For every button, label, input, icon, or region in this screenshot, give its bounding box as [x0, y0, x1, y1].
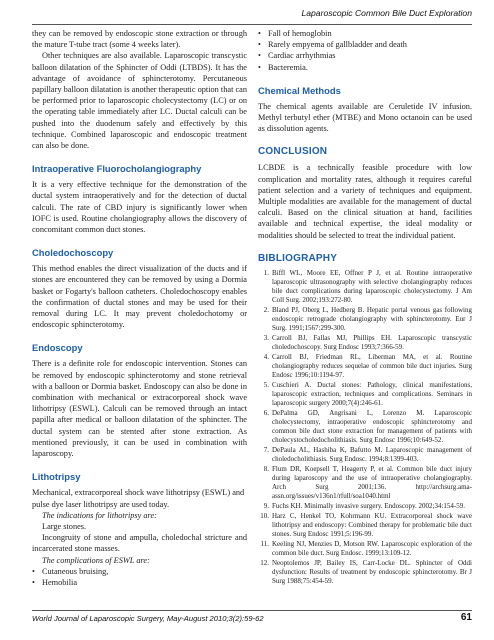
list-item: • Bacteremia.	[258, 62, 308, 72]
left-column	[32, 28, 247, 588]
reference-item: 3. Carroll BJ, Fallas MJ, Phillips EH. Laparoscopic transcystic choledochoscopy. Surg Endosc 1993;7:366-59.	[263, 333, 472, 351]
intro-paragraph-1: they can be removed by endoscopic stone extraction or through the mature T-tube tract (some 4 weeks later).	[32, 29, 247, 50]
heading-bibliography: BIBLIOGRAPHY	[258, 252, 338, 264]
reference-item: 10. Harz C, Henkel TO, Kohrmann KU. Extracorporeal shock wave lithotripsy and endoscopy: Combined therapy for problematic bile duct stones. Surg Endosc 1991;5:196-99.	[260, 511, 472, 538]
lithotripsy-paragraph: Mechanical, extracorporeal shock wave lithotripsy (ESWL) and pulse dye laser lithotripsy are used today.	[32, 488, 245, 509]
reference-item: 4. Carroll BJ, Friedman RL, Liberman MA, et al. Routine cholangiography reduces sequelae of common bile duct injuries. Surg Endosc 1996;10:1194-97.	[263, 352, 472, 379]
complications-list-right	[258, 28, 472, 73]
journal-citation: World Journal of Laparoscopic Surgery, May-August 2010;3(2):59-62	[32, 614, 264, 623]
reference-item: 2. Bland PJ, Oberg L, Hedberg B. Hepatic portal venous gas following endoscopic retrograde cholangiography with sphincterotomy. Eur J Surg. 1991;1567:299-300.	[263, 305, 472, 332]
right-column	[258, 28, 472, 587]
ioc-paragraph: It is a very effective technique for the demonstration of the ductal system intraoperatively and for the detection of ductal calculi. The rate of CBD injury is significantly lower when IOFC is used. Routine cholangiography allows the discovery of concomitant common duct stones.	[32, 180, 247, 235]
endoscopy-paragraph: There is a definite role for endoscopic intervention. Stones can be removed by endoscopic sphincterotomy and stone retrieval with a balloon or Dormia basket. Endoscopy can also be done in combination with mechanical or extracorporeal shock wave lithotripsy (ESWL). Calculi can be removed through an intact papilla after medical or balloon dilatation of the sphincter. The ductal system can be stented after stone extraction. As mentioned previously, it can be used in combination with laparoscopy.	[32, 359, 247, 459]
reference-item: 12. Neoptolemos JP, Bailey IS, Carr-Locke DL. Sphincter of Oddi dysfunction: Results of treatment by endoscopic sphincterotomy. Br J Surg 1988;75:454-59.	[260, 558, 472, 585]
reference-item: 9. Fuchs KH. Minimally invasive surgery. Endoscopy. 2002;34:154-59.	[263, 501, 466, 510]
list-item: • Cardiac arrhythmias	[258, 51, 336, 61]
intro-paragraph-2: Other techniques are also available. Laparoscopic transcystic balloon dilatation of the Sphincter of Oddi (LTBDS). It has the advantage of avoidance of sphincterotomy. Percutaneous papillary balloon dilatation is another therapeutic option that can be performed prior to laparoscopic cholecystectomy (LC) or on the operating table immediately after LC. Ductal calculi can be pushed into the duodenum safely and effectively by this technique. Combined laparoscopic and endoscopic treatment can also be done.	[32, 51, 247, 151]
reference-item: 6. DePalma GD, Angrisani L, Lorenzo M. Laparoscopic cholecystectomy, intraoperative endoscopic sphincterotomy and common bile duct stone extraction for management of patients with cholecystocholedocholithiasis. Surg Endosc 1996;10:649-52.	[263, 408, 472, 444]
indication-2: Incongruity of stone and ampulla, choledochal stricture and incarcerated stone masses.	[32, 533, 247, 554]
bibliography-list	[258, 269, 472, 586]
reference-item: 8. Flum DR, Koepsell T, Heagerty P, et al. Common bile duct injury during laparoscopy and the use of intraoperative cholangiography. Arch Surg 2001;136. http://archsurg.ama-assn.org/issues/v136n1/rfull/soa1040.html	[263, 464, 472, 500]
list-item: • Hemobilia	[32, 577, 78, 587]
reference-item: 11. Keeling NJ, Menzies D, Motson RW. Laparoscopic exploration of the common bile duct. Surg Endosc. 1999;13:109-12.	[260, 539, 472, 557]
heading-ioc: Intraoperative Fluorocholangiography	[32, 163, 202, 175]
page-number: 61	[460, 612, 472, 623]
complications-list-left	[32, 566, 247, 588]
header-rule	[32, 24, 472, 25]
heading-lithotripsy: Lithotripsy	[32, 471, 81, 483]
complications-title: The complications of ESWL are:	[42, 555, 150, 565]
heading-chemical-methods: Chemical Methods	[258, 84, 341, 96]
chemical-paragraph: The chemical agents available are Ceruletide IV infusion. Methyl terbutyl ether (MTBE) and Mono octanoin can be used as dissolution agents.	[258, 101, 472, 134]
reference-item: 7. DePaula AL, Hashiba K, Bafutto M. Laparoscopic management of choledocholithiasis. Surg Endosc. 1994;8:1399-403.	[263, 445, 472, 463]
running-title: Laparoscopic Common Bile Duct Exploration	[301, 8, 472, 18]
indication-1: Large stones.	[42, 521, 87, 531]
reference-item: 1. Biffl WL, Moore EE, Offner P J, et al. Routine intraoperative laparoscopic ultrasonography with selective cholangiography reduces bile duct complications during laparoscopic cholecystectomy. J Am Coll Surg. 2002;193:272-80.	[263, 268, 472, 304]
list-item: • Rarely empyema of gallbladder and death	[258, 40, 407, 50]
footer-rule	[32, 610, 472, 611]
heading-conclusion: CONCLUSION	[258, 146, 328, 158]
heading-endoscopy: Endoscopy	[32, 342, 83, 354]
indications-title: The indications for lithotripsy are:	[42, 510, 157, 520]
list-item: • Fall of hemoglobin	[258, 29, 332, 38]
reference-item: 5. Cuschieri A. Ductal stones: Pathology, clinical manifestations, laparoscopic extraction, techniques and complications. Seminars in laparoscopic surgery 2000;7(4):246-61.	[263, 380, 472, 407]
choledochoscopy-paragraph: This method enables the direct visualization of the ducts and if stones are encountered they can be removed by using a Dormia basket or Fogarty's balloon catheters. Choledochoscopy enables the confirmation of ductal stones and may be used for their removal during LC. It may prevent choledochotomy or endoscopic sphincterotomy.	[32, 264, 247, 330]
conclusion-paragraph: LCBDE is a technically feasible procedure with low complication and mortality rates, although it requires careful patient selection and a variety of techniques and equipment. Multiple modalities are available for the management of ductal calculi. Based on the clinical situation at hand, facilities available and technical expertise, the ideal modality or modalities should be selected to treat the individual patient.	[258, 163, 472, 240]
heading-choledochoscopy: Choledochoscopy	[32, 247, 114, 259]
list-item: • Cutaneous bruising,	[32, 566, 109, 576]
